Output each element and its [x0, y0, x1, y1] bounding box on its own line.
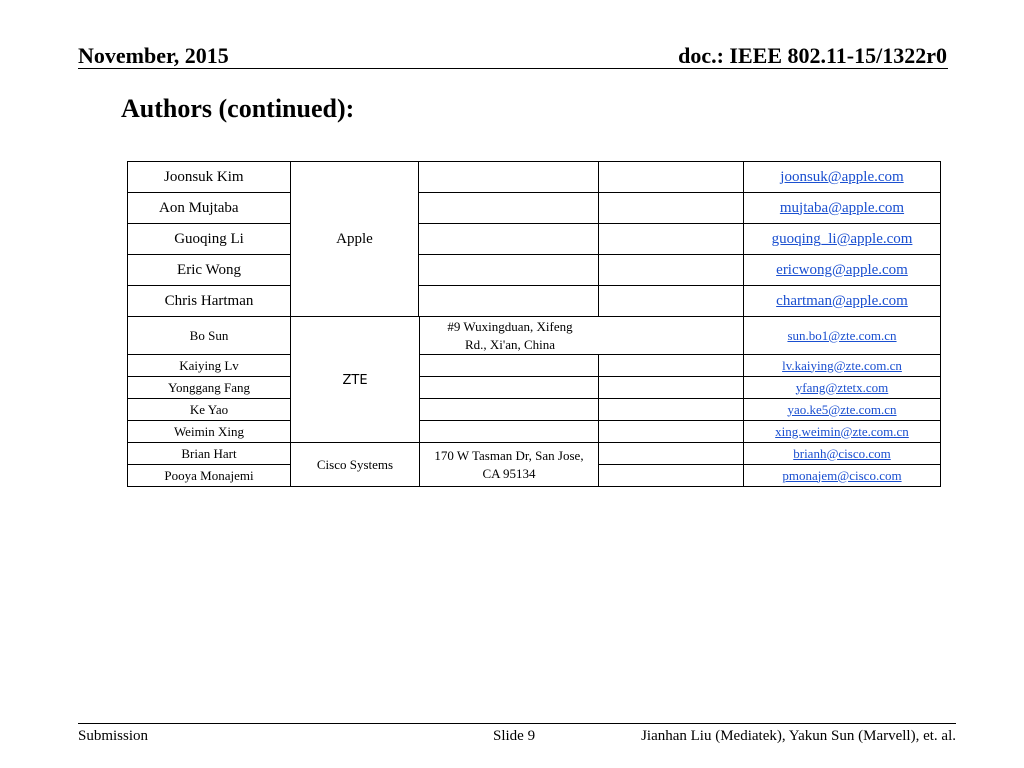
- empty-cell: [419, 193, 599, 224]
- empty-cell: [599, 162, 744, 193]
- empty-cell: [599, 286, 744, 317]
- author-email[interactable]: yfang@ztetx.com: [744, 377, 941, 399]
- empty-cell: [599, 355, 744, 377]
- table-row: [128, 377, 941, 399]
- company-cell: Apple: [291, 162, 419, 317]
- address-cell: #9 Wuxingduan, Xifeng Rd., Xi'an, China: [420, 317, 744, 355]
- author-name: Chris Hartman: [128, 286, 291, 317]
- table-row: [128, 421, 941, 443]
- header-date: November, 2015: [78, 43, 229, 68]
- empty-cell: [599, 465, 744, 487]
- author-name: Eric Wong: [128, 255, 291, 286]
- empty-cell: [420, 377, 599, 399]
- author-email[interactable]: ericwong@apple.com: [744, 255, 941, 286]
- author-email[interactable]: xing.weimin@zte.com.cn: [744, 421, 941, 443]
- author-name: Bo Sun: [128, 317, 291, 355]
- author-email[interactable]: guoqing_li@apple.com: [744, 224, 941, 255]
- empty-cell: [599, 255, 744, 286]
- author-email[interactable]: joonsuk@apple.com: [744, 162, 941, 193]
- author-name: Joonsuk Kim: [128, 162, 291, 193]
- header-doc-id: doc.: IEEE 802.11-15/1322r0: [678, 43, 947, 68]
- empty-cell: [599, 443, 744, 465]
- empty-cell: [420, 421, 599, 443]
- table-row: [128, 399, 941, 421]
- author-name: Ke Yao: [128, 399, 291, 421]
- empty-cell: [419, 255, 599, 286]
- author-name: Kaiying Lv: [128, 355, 291, 377]
- table-row: [128, 224, 941, 255]
- company-cell: Cisco Systems: [291, 443, 420, 487]
- author-name: Aon Mujtaba: [128, 193, 291, 224]
- author-email[interactable]: chartman@apple.com: [744, 286, 941, 317]
- apple-authors-table: [127, 161, 941, 317]
- empty-cell: [599, 399, 744, 421]
- table-row: [128, 162, 941, 193]
- empty-cell: [419, 162, 599, 193]
- zte-cisco-authors-table: [127, 316, 941, 487]
- empty-cell: [599, 193, 744, 224]
- table-row: [128, 317, 941, 355]
- empty-cell: [599, 421, 744, 443]
- author-name: Pooya Monajemi: [128, 465, 291, 487]
- footer-authors: Jianhan Liu (Mediatek), Yakun Sun (Marvell), et. al.: [641, 728, 956, 744]
- table-row: [128, 355, 941, 377]
- footer-rule: [78, 723, 956, 724]
- footer-slide-number: Slide 9: [493, 728, 536, 744]
- empty-cell: [420, 399, 599, 421]
- empty-cell: [420, 355, 599, 377]
- table-row: [128, 255, 941, 286]
- footer-submission: Submission: [78, 728, 149, 744]
- author-email[interactable]: brianh@cisco.com: [744, 443, 941, 465]
- author-name: Guoqing Li: [128, 224, 291, 255]
- empty-cell: [419, 286, 599, 317]
- empty-cell: [419, 224, 599, 255]
- empty-cell: [599, 377, 744, 399]
- author-email[interactable]: lv.kaiying@zte.com.cn: [744, 355, 941, 377]
- author-name: Brian Hart: [128, 443, 291, 465]
- table-row: [128, 193, 941, 224]
- author-name: Yonggang Fang: [128, 377, 291, 399]
- company-cell: ZTE: [291, 317, 420, 443]
- author-email[interactable]: sun.bo1@zte.com.cn: [744, 317, 941, 355]
- author-name: Weimin Xing: [128, 421, 291, 443]
- empty-cell: [599, 224, 744, 255]
- author-email[interactable]: yao.ke5@zte.com.cn: [744, 399, 941, 421]
- table-row: [128, 443, 941, 465]
- slide-title: Authors (continued):: [121, 94, 355, 123]
- address-cell: 170 W Tasman Dr, San Jose, CA 95134: [420, 443, 599, 487]
- author-email[interactable]: pmonajem@cisco.com: [744, 465, 941, 487]
- author-email[interactable]: mujtaba@apple.com: [744, 193, 941, 224]
- header-rule: [78, 68, 948, 69]
- table-row: [128, 286, 941, 317]
